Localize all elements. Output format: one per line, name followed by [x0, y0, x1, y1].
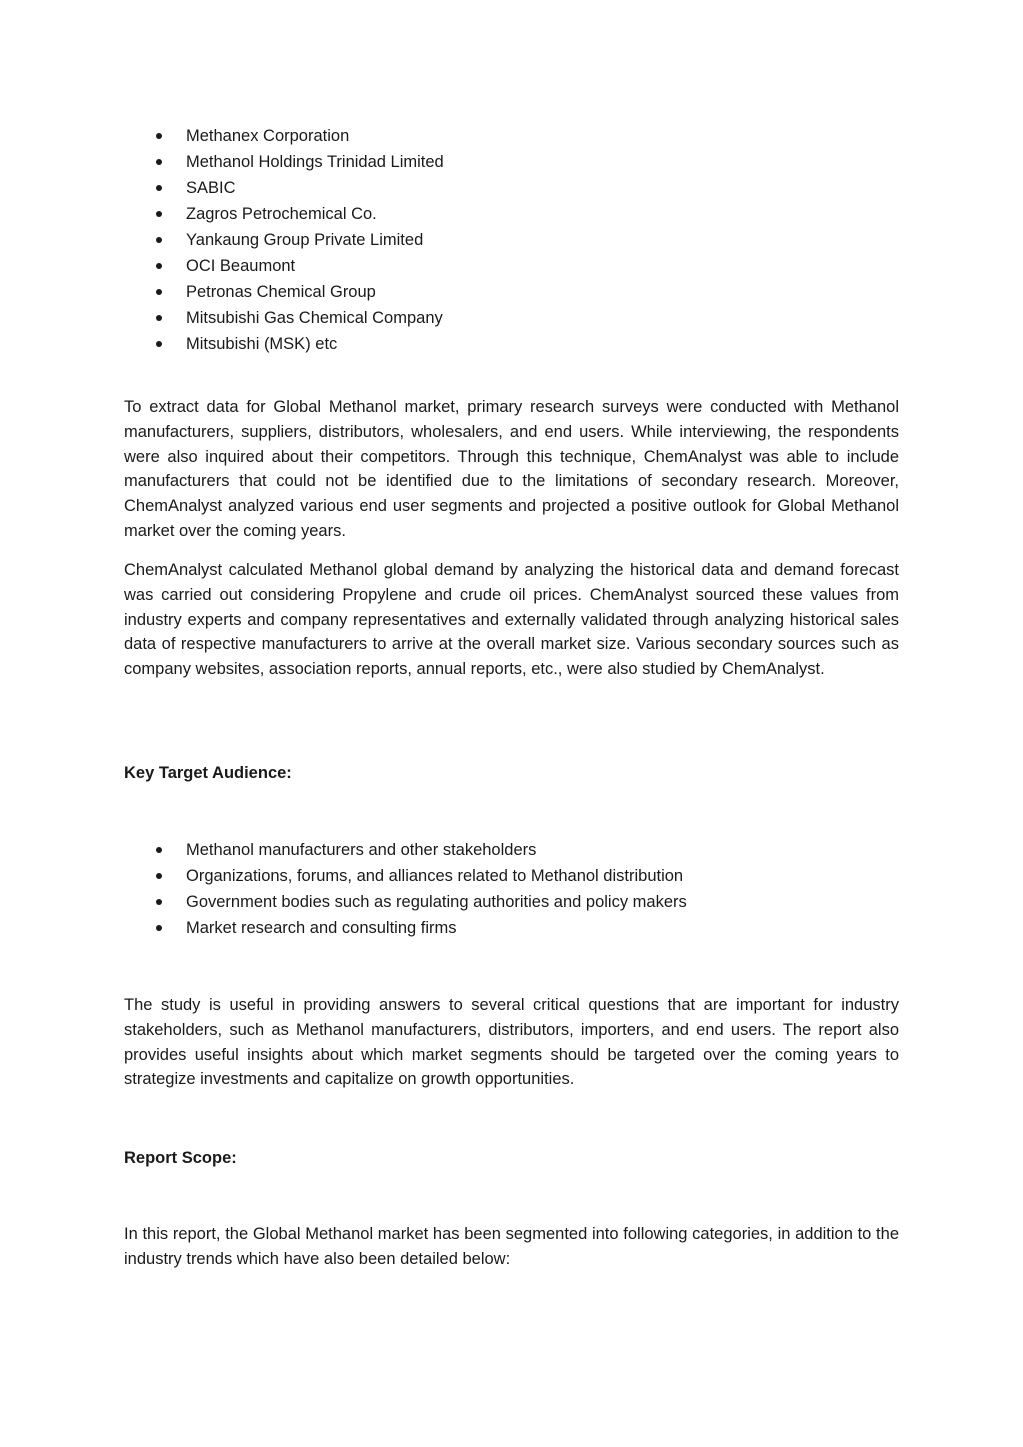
list-item: Petronas Chemical Group: [124, 279, 444, 305]
bullet-icon: [156, 899, 162, 905]
scope-heading: Report Scope:: [124, 1149, 237, 1167]
list-item: Methanol manufacturers and other stakeholders: [124, 837, 687, 863]
list-item: Mitsubishi (MSK) etc: [124, 331, 444, 357]
list-item: Methanol Holdings Trinidad Limited: [124, 149, 444, 175]
list-item: Zagros Petrochemical Co.: [124, 201, 444, 227]
list-item: SABIC: [124, 175, 444, 201]
list-item: Methanex Corporation: [124, 123, 444, 149]
audience-list: [124, 837, 687, 941]
bullet-icon: [156, 289, 162, 295]
bullet-icon: [156, 159, 162, 165]
bullet-icon: [156, 925, 162, 931]
bullet-icon: [156, 263, 162, 269]
company-list: [124, 123, 444, 357]
study-usefulness-paragraph: The study is useful in providing answers to several critical questions that are important for industry stakeholders, such as Methanol manufacturers, distributors, importers, and end users. The report also provides useful insights about which market segments should be targeted over the coming years to strategize investments and capitalize on growth opportunities.: [124, 996, 899, 1089]
bullet-icon: [156, 237, 162, 243]
scope-intro-paragraph: In this report, the Global Methanol market has been segmented into following categories, in addition to the industry trends which have also been detailed below:: [124, 1225, 899, 1268]
list-item: Yankaung Group Private Limited: [124, 227, 444, 253]
list-item: Mitsubishi Gas Chemical Company: [124, 305, 444, 331]
list-item: Organizations, forums, and alliances related to Methanol distribution: [124, 863, 687, 889]
bullet-icon: [156, 211, 162, 217]
bullet-icon: [156, 873, 162, 879]
audience-heading: Key Target Audience:: [124, 764, 292, 782]
bullet-icon: [156, 341, 162, 347]
bullet-icon: [156, 315, 162, 321]
research-method-paragraph: To extract data for Global Methanol market, primary research surveys were conducted with Methanol manufacturers, suppliers, distributors, wholesalers, and end users. While interviewing, the respondents were also inquired about their competitors. Through this technique, ChemAnalyst was able to include manufacturers that could not be identified due to the limitations of secondary research. Moreover, ChemAnalyst analyzed various end user segments and projected a positive outlook for Global Methanol market over the coming years.: [124, 398, 899, 540]
bullet-icon: [156, 847, 162, 853]
list-item: Government bodies such as regulating authorities and policy makers: [124, 889, 687, 915]
demand-calculation-paragraph: ChemAnalyst calculated Methanol global demand by analyzing the historical data and demand forecast was carried out considering Propylene and crude oil prices. ChemAnalyst sourced these values from industry experts and company representatives and externally validated through analyzing historical sales data of respective manufacturers to arrive at the overall market size. Various secondary sources such as company websites, association reports, annual reports, etc., were also studied by ChemAnalyst.: [124, 561, 899, 679]
list-item: OCI Beaumont: [124, 253, 444, 279]
list-item: Market research and consulting firms: [124, 915, 687, 941]
bullet-icon: [156, 133, 162, 139]
bullet-icon: [156, 185, 162, 191]
